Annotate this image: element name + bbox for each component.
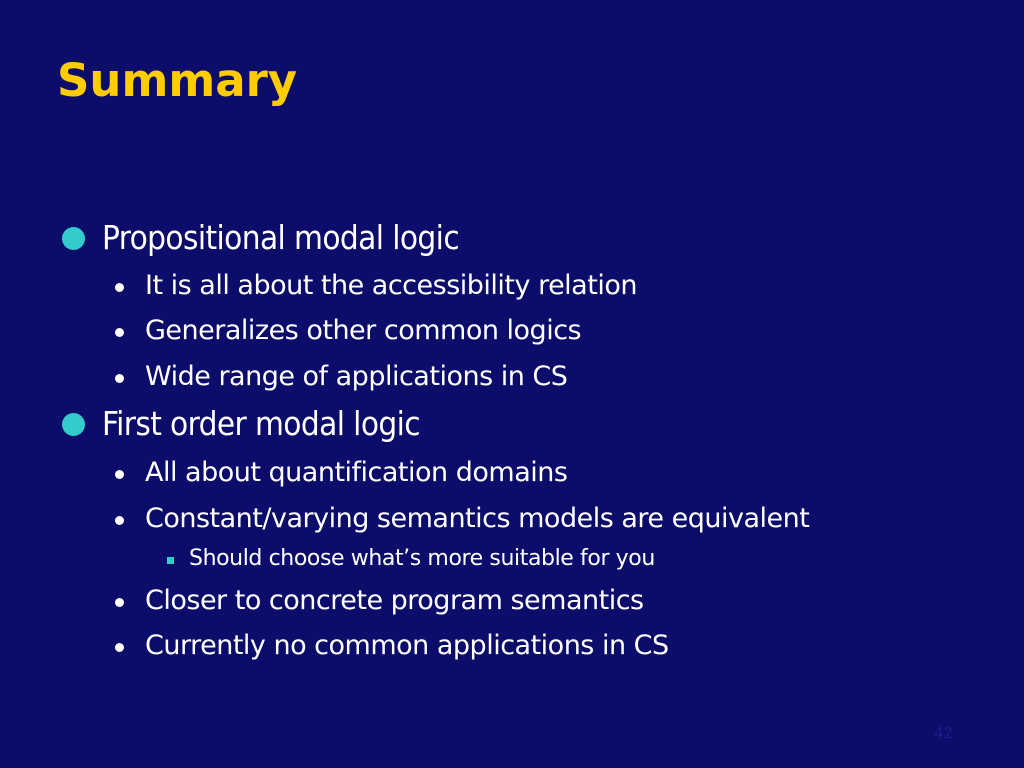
square-bullet-icon <box>167 557 174 564</box>
page-number: 42 <box>934 724 954 742</box>
sub-bullet-text: Generalizes other common logics <box>145 315 582 346</box>
bullet-text: Propositional modal logic <box>102 218 460 257</box>
sub-bullet-dot-icon <box>115 643 124 652</box>
sub-bullet-text: All about quantification domains <box>145 457 568 488</box>
sub-bullet-dot-icon <box>115 374 124 383</box>
slide-title: Summary <box>57 54 298 107</box>
bullet-dot-icon <box>62 227 85 250</box>
bullet-text: First order modal logic <box>102 404 421 443</box>
sub-bullet-text: Wide range of applications in CS <box>145 361 568 392</box>
sub-bullet-dot-icon <box>115 598 124 607</box>
sub-bullet-dot-icon <box>115 328 124 337</box>
sub-bullet-text: Closer to concrete program semantics <box>145 585 644 616</box>
sub-bullet-text: It is all about the accessibility relation <box>145 270 637 301</box>
sub-bullet-text: Currently no common applications in CS <box>145 630 669 661</box>
sub-sub-bullet-text: Should choose what’s more suitable for you <box>189 546 655 571</box>
sub-bullet-dot-icon <box>115 283 124 292</box>
bullet-dot-icon <box>62 413 85 436</box>
sub-bullet-dot-icon <box>115 516 124 525</box>
sub-bullet-dot-icon <box>115 470 124 479</box>
sub-bullet-text: Constant/varying semantics models are equivalent <box>145 503 810 534</box>
